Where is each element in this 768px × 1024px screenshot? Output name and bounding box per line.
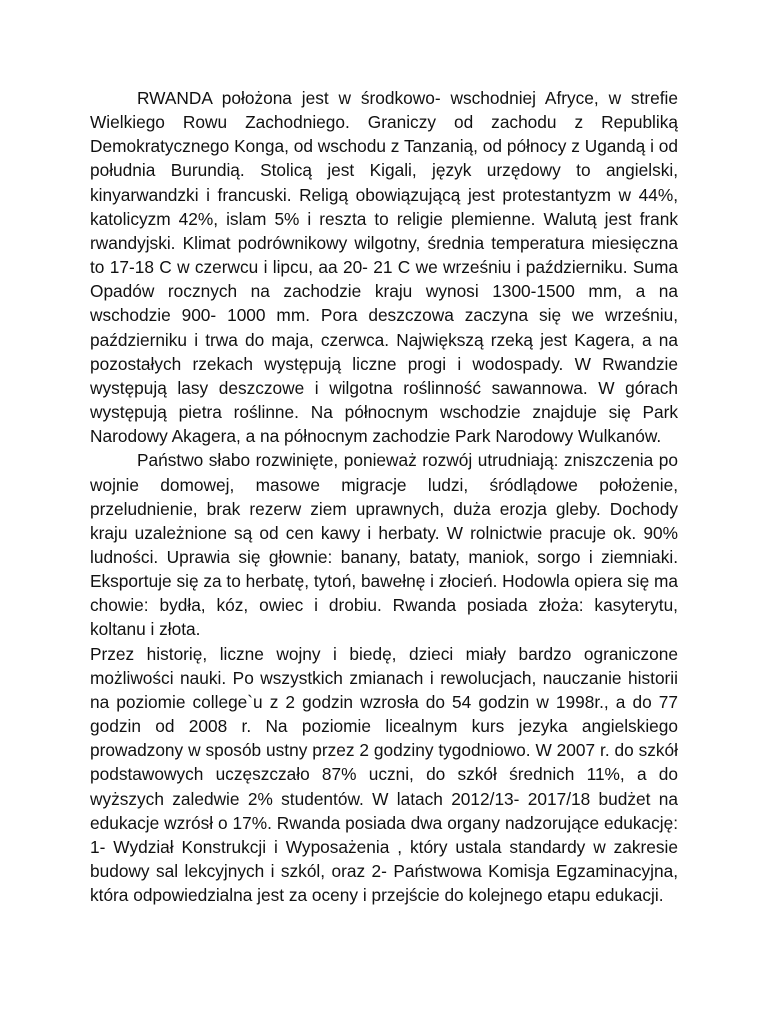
paragraph-rwanda-education: Przez historię, liczne wojny i biedę, dzieci miały bardzo ograniczone możliwości nauki. Po wszystkich zmianach i rewolucjach, nauczanie historii na poziomie college`u z 2 godzin wzrosła do 54 godzin w 1998r., a do 77 godzin od 2008 r. Na poziomie licealnym kurs jezyka angielskiego prowadzony w sposób ustny przez 2 godziny tygodniowo. W 2007 r. do szkół podstawowych uczęszczało 87% uczni, do szkół średnich 11%, a do wyższych zaledwie 2% studentów. W latach 2012/13- 2017/18 budżet na edukacje wzrósł o 17%. Rwanda posiada dwa organy nadzorujące edukację: 1- Wydział Konstrukcji i Wyposażenia , który ustala standardy w zakresie budowy sal lekcyjnych i szkól, oraz 2- Państwowa Komisja Egzaminacyjna, która odpowiedzialna jest za oceny i przejście do kolejnego etapu edukacji.: [90, 643, 678, 906]
paragraph-rwanda-economy: Państwo słabo rozwinięte, ponieważ rozwój utrudniają: zniszczenia po wojnie domowej, masowe migracje ludzi, śródlądowe położenie, przeludnienie, brak rezerw ziem uprawnych, duża erozja gleby. Dochody kraju uzależnione są od cen kawy i herbaty. W rolnictwie pracuje ok. 90% ludności. Uprawia się głownie: banany, bataty, maniok, sorgo i ziemniaki. Eksportuje się za to herbatę, tytoń, bawełnę i złocień. Hodowla opiera się ma chowie: bydła, kóz, owiec i drobiu. Rwanda posiada złoża: kasyterytu, koltanu i złota.: [90, 450, 678, 640]
paragraph-rwanda-geography: RWANDA położona jest w środkowo- wschodniej Afryce, w strefie Wielkiego Rowu Zachodniego. Graniczy od zachodu z Republiką Demokratycznego Konga, od wschodu z Tanzanią, od północy z Ugandą i od południa Burundią. Stolicą jest Kigali, język urzędowy to angielski, kinyarwandzki i francuski. Religą obowiązującą jest protestantyzm w 44%, katolicyzm 42%, islam 5% i reszta to religie plemienne. Walutą jest frank rwandyjski. Klimat podrównikowy wilgotny, średnia temperatura miesięczna to 17-18 C w czerwcu i lipcu, aa 20- 21 C we wrześniu i październiku. Suma Opadów rocznych na zachodzie kraju wynosi 1300-1500 mm, a na wschodzie 900- 1000 mm. Pora deszczowa zaczyna się we wrześniu, październiku i trwa do maja, czerwca. Największą rzeką jest Kagera, a na pozostałych rzekach występują liczne progi i wodospady. W Rwandzie występują lasy deszczowe i wilgotna roślinność sawannowa. W górach występują pietra roślinne. Na północnym wschodzie znajduje się Park Narodowy Akagera, a na północnym zachodzie Park Narodowy Wulkanów.: [90, 88, 678, 447]
document-page: [90, 86, 678, 907]
